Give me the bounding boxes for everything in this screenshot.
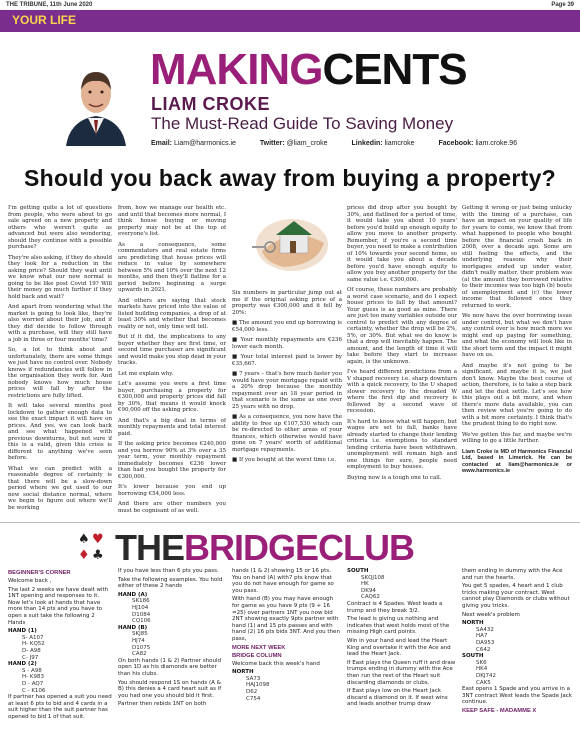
hand-holding: HK4 <box>476 666 488 673</box>
article-paragraph: Let's assume you were a first time buyer, purchasing a property for €300,000 and property prices did fall by 30%, that means it would knock €90,000 off the asking price. <box>118 381 226 413</box>
hand-label: HAND (2) <box>8 661 37 668</box>
bridge-paragraph: Contract is 4 Spades. West leads a trump and they break 3/2. <box>347 600 443 614</box>
bridge-paragraph: If East plays the Queen ruff it and draw trumps ending in dummy with the Ace then run the rest of the Heart suit discarding diamonds or clubs. <box>347 659 456 686</box>
bridge-paragraph: If East plays low on the Heart Jack discard a diamond on it. If west wins and leads another trump draw <box>347 688 448 708</box>
article-paragraph: It will take several months post lockdown to gather enough data to see the exact impact it will have on prices. And yes, we can look back and see what happened with previous downturns, but not sure if this is a valid, given this crisis is different to anything we've seen before. <box>8 403 112 461</box>
section-label: YOUR LIFE <box>12 13 77 27</box>
hand-holding: DKJ742 <box>476 672 496 679</box>
article-paragraph: Getting it wrong or just being unlucky with the timing of a purchase, can have an impact on your quality of life for years to come, we know that from what happened to people who bought before the financial crash back in 2008, over a decade ago. Some are still feeling the effects, and the underlying reasons why their mortgages ended up under water, didn't really matter, their problem was (a) the amount they borrowed relative to their incomes was too high (b) bouts of unemployment and (c) the lower income that followed once they returned to work. <box>462 205 572 309</box>
article-paragraph: What we can predict with a reasonable degree of certainty is that there will be a slow-down period where we get used to our new social distance normal, where we begin to figure out where we'll be working <box>8 465 112 511</box>
article-paragraph: And maybe it's not going to be significant, and maybe it is, we just don't know. Maybe the best course of action, therefore, is to take a step back and let the dust settle. Let's see how this plays out a bit more, and when there's more data available, you can then review what you're going to do with a bit more certainty. I think that's the prudent thing to do right now. <box>462 362 572 427</box>
bridge-column-1 <box>8 568 112 728</box>
bridge-paragraph: East opens 1 Spade and you arrive in a 3NT contract West leads the Spade Jack continue. <box>462 686 572 706</box>
bridge-paragraph: hands (1 & 2) showing 15 or 16 pts. You on hand (A) with7 pts know that you do not have enough for game so you pass. <box>232 568 334 594</box>
hand-holding: C754 <box>246 695 261 702</box>
article-paragraph: ■ Your monthly repayments are €236 lower each month. <box>232 337 342 350</box>
hand-holding: S- A107 <box>22 634 44 641</box>
article-paragraph: from, how we manage our health etc. and until that becomes more normal, I think house buying or moving property may not be at the top of everyone's list. <box>118 205 226 237</box>
bridge-heading: BEGINNER'S CORNER <box>8 570 71 576</box>
article-paragraph: Of course, these numbers are probably a worst case scenario, and do I expect house prices to fall by that amount? Your guess is as good as mine. There are just too many variables outside our control to predict with any degree of certainty, whether the drop will be 2%, 5%, or 30%. But what we do know is that a drop will inevitably happen. The amount, and the length of time it will take before they start to increase again, is the unknown. <box>347 287 457 365</box>
bridge-club-title <box>115 528 414 568</box>
hand-holding: D1084 <box>132 611 151 618</box>
bridge-paragraph: If you have less than 6 pts you pass. <box>118 568 219 574</box>
hand-holding: CQ106 <box>132 618 151 625</box>
article-paragraph: We've gotten this far, and maybe we're willing to go a little further. <box>462 431 572 444</box>
article-paragraph: It's lower because you end up borrowing €54,000 less. <box>118 484 226 497</box>
bridge-paragraph: You should respond 1S on hands (A & B) this denies a 4 card heart suit as if you had one you should bid it first. <box>118 679 222 699</box>
masthead-making: MAKING <box>150 45 323 94</box>
contact-line <box>151 140 573 147</box>
author-bio: Liam Croke is MD of Harmonics Financial Ltd, based in Limerick. He can be contacted at liam@harmonics.ie or www.harmonics.ie <box>462 448 572 474</box>
bridge-paragraph: With hand (B) you may have enough for game as you have 9 pts (9 + 16 =25) over partners 1NT you now bid 2NT showing exactly 9pts partner with hand (1) and 15 pts passes and with hand (2) 16 pts bids 3NT. And you then pass, <box>232 596 340 642</box>
hand-label: SOUTH <box>347 568 369 574</box>
bridge-column-4 <box>347 568 457 728</box>
hand-holding: SA432 <box>476 626 494 633</box>
hand-label: HAND (A) <box>118 591 148 598</box>
bridge-paragraph: The last 2 weeks we have dealt with 1NT opening and responses to it. Now let's look at hands that have more than 14 pts and you have to open a suit take the following 2 Hands <box>8 586 109 626</box>
card-suits-icon <box>78 530 108 562</box>
article-paragraph: And there are other numbers you must be cognisant of as well. <box>118 501 226 514</box>
article-paragraph: ■ If you bought at the worst time i.e. <box>232 457 337 463</box>
hand-holding: SK6 <box>476 659 487 666</box>
article-paragraph: ■ The amount you end up borrowing is €54,000 less. <box>232 320 342 333</box>
bridge-paragraph: If partner has opened a suit you need at least 6 pts to bid and 4 cards in a suit higher than the suit partner has opened to bid 1 of that suit. <box>8 694 112 720</box>
hand-holding: HJ74 <box>132 637 145 644</box>
hand-label: HAND (B) <box>118 624 148 631</box>
article-paragraph: So, a lot to think about and unfortunately, there are some things we just have no control over. Nobody knows if redundancies will follow in the organisation they work for. And nobody knows how much house prices will fall by after the restrictions are fully lifted. <box>8 347 112 399</box>
section-band <box>0 10 580 32</box>
article-headline: Should you back away from buying a property? <box>23 165 557 191</box>
article-paragraph: But if it did, the implications to any buyer whether they are first time, or second time purchaser are significant and would make you stop dead in your tracks. <box>118 334 226 366</box>
article-paragraph: Buying now is a tough one to call. <box>347 474 442 481</box>
bridge-paragraph: Welcome back this week's hand <box>232 660 320 667</box>
article-column-2 <box>118 205 226 520</box>
page-number: Page 39 <box>551 2 574 8</box>
house-keys-photo <box>232 205 342 285</box>
article-paragraph: Six numbers in particular jump out at me if the original asking price of a property was €300,000 and it fell by 20%: <box>232 290 342 316</box>
hand-holding: D62 <box>246 688 258 695</box>
contact-twitter: Twitter: @liam_croke <box>259 140 328 147</box>
hand-holding: DA953 <box>476 639 495 646</box>
tagline: The Must-Read Guide To Saving Money <box>151 114 454 133</box>
article-paragraph: As a consequence, some commentators and real estate firms are predicting that house prices will reduce in value by somewhere between 5% and 10% over the next 12 months, and then they'll flatline for a period before beginning a surge upwards in 2021. <box>118 241 226 293</box>
author-photo <box>62 60 130 146</box>
bridge-paragraph: Take the following examples. You hold either of these 2 hands <box>118 576 223 590</box>
hand-holding: C642 <box>476 646 491 653</box>
hand-holding: SKQJ108 <box>361 574 385 581</box>
hand-holding: H- K983 <box>22 674 44 681</box>
hand-label: NORTH <box>232 669 254 676</box>
author-name: LIAM CROKE <box>151 94 270 114</box>
contact-facebook: Facebook: liam.croke.96 <box>438 140 518 147</box>
article-column-1 <box>8 205 112 520</box>
hand-holding: CAK5 <box>476 679 491 686</box>
section-divider <box>0 522 580 523</box>
svg-text:♥: ♥ <box>92 532 104 547</box>
newspaper-header: THE TRIBUNE, 11th June 2020 <box>6 2 93 8</box>
hand-holding: D - AQ7 <box>22 680 44 687</box>
article-paragraph: ■ 7 years – that's how much faster you would have your mortgage repaid with a 20% drop because the monthly repayment over an 18 year period in that scenario is the same as one over 25 years with no drop. <box>232 371 342 410</box>
bridge-heading: MORE NEXT WEEK <box>232 644 286 651</box>
hand-holding: HA7 <box>476 633 488 640</box>
article-column-4 <box>347 205 457 520</box>
hand-holding: CA82 <box>132 651 147 658</box>
article-paragraph: ■ Your total interest paid is lower by €35,667. <box>232 354 342 367</box>
bridge-paragraph: Next week's problem <box>462 611 520 618</box>
hand-holding: CAQ62 <box>361 594 380 601</box>
bridge-column-3 <box>232 568 342 728</box>
bridge-paragraph: The lead is giving us nothing and indicates that west holds most of the missing High card points. <box>347 616 450 636</box>
article-paragraph: I'm getting quite a lot of questions from people, who were about to go sale agreed on a new property and others who weren't quite as advanced but were also wondering, should they continue with a possible purchase? <box>8 205 112 250</box>
bridge-title-club: BRIDGECLUB <box>184 527 414 568</box>
svg-text:♣: ♣ <box>92 548 104 562</box>
article-paragraph: ■ As a consequence, you now have the ability to free up €107,530 which can be re-directed to other areas of your finances, which otherwise would have gone on 7 years' worth of additional mortgage repayments. <box>232 414 342 453</box>
hand-holding: DK94 <box>361 587 376 594</box>
hand-holding: SKJ85 <box>132 631 148 638</box>
article-paragraph: And others are saying that stock markets have priced into the value of listed building companies, a drop of at least 30% and whether that becomes reality or not, only time will tell. <box>118 297 226 330</box>
bridge-paragraph: Welcome back , <box>8 578 52 584</box>
column-masthead <box>150 45 467 94</box>
bridge-heading: BRIDGE COLUMN <box>232 652 282 659</box>
article-paragraph: And apart from wondering what the market is going to look like, they're also worried about their job, and if they did decide to follow through with a purchase, will they still have a job in three or four months' time? <box>8 304 112 343</box>
hand-holding: D- A98 <box>22 647 41 654</box>
bridge-column-5 <box>462 568 572 728</box>
article-paragraph: Let me explain why. <box>118 370 174 377</box>
hand-holding: SK186 <box>132 598 150 605</box>
contact-email: Email: Liam@harmonics.ie <box>151 140 236 147</box>
article-column-3 <box>232 290 342 520</box>
bridge-heading: KEEP SAFE - MADAMME X <box>462 707 537 714</box>
article-paragraph: They're also asking, if they do should they look for a reduction in the asking price? Should they wait until we know what our new normal is going to be like post Covid 19? Will their money go much further if they hold back and wait? <box>8 254 112 300</box>
hand-holding: HK <box>361 581 369 588</box>
bridge-paragraph: Partner then rebids 1NT on both <box>118 701 207 708</box>
article-paragraph: We now have the over borrowing issue under control, but what we don't have any control over is how much more we might end up paying for something, and what the economy will look like in the short term and the impact it might have on us. <box>462 313 572 358</box>
contact-linkedin: Linkedin: liamcroke <box>351 140 415 147</box>
article-paragraph: I've heard different predictions from a V shaped recovery i.e. sharp downturn with a quick recovery, to the U shaped slower recovery to the dreaded W where the first dip and recovery is followed by a second wave of recession. <box>347 369 457 414</box>
bridge-paragraph: On both hands (1 & 2) Partner should open 1D as his diamonds are better than his clubs. <box>118 657 222 677</box>
svg-text:♦: ♦ <box>78 548 90 562</box>
hand-holding: S - A98 <box>22 667 42 674</box>
bridge-paragraph: them ending in dummy with the Ace and run the hearts. <box>462 568 563 581</box>
article-paragraph: It's hard to know what will happen, but wages are set to fall, banks have already started to change their lending criteria i.e. exemptions to standard lending criteria have been withdrawn, unemployment will remain high and one things for sure, people need employment to buy houses. <box>347 418 457 470</box>
hand-holding: D1075 <box>132 644 151 651</box>
bridge-title-the: THE <box>115 527 184 568</box>
hand-holding: H- KQ52 <box>22 641 45 648</box>
masthead-cents: CENTS <box>322 45 467 94</box>
hand-holding: C - K106 <box>22 687 46 694</box>
article-paragraph: And that's a big deal in terms of monthly repayments and total interest paid. <box>118 417 226 437</box>
article-column-5 <box>462 205 572 520</box>
hand-holding: C- J97 <box>22 654 39 661</box>
bridge-paragraph: Win in your hand and lead the Heart King and overtake it with the Ace and lead the Heart Jack. <box>347 637 451 658</box>
hand-label: NORTH <box>462 620 484 627</box>
hand-holding: SA73 <box>246 675 261 682</box>
hand-label: HAND (1) <box>8 628 37 635</box>
bridge-column-2 <box>118 568 226 728</box>
article-paragraph: prices did drop after you bought by 30%, and flatlined for a period of time, it would take you about 10 years' before you'd build up enough equity to allow you move to another property. Remember, if you're a second time buyer, you need to make a contribution of 10% towards your second home, so it would take you about a decade before you'd have enough equity to allow you buy another property for the same value i.e. €300,000. <box>347 205 457 283</box>
hand-label: SOUTH <box>462 653 484 660</box>
hand-holding: HAJ1098 <box>246 682 270 689</box>
svg-text:♠: ♠ <box>78 532 90 547</box>
article-paragraph: If the asking price becomes €240,000 and you borrow 90% at 3% over a 35 year term, your monthly repayment immediately becomes €236 lower than had you bought the property for €300,000. <box>118 441 226 480</box>
hand-holding: HJ104 <box>132 604 149 611</box>
bridge-paragraph: You get 5 spades, 4 heart and 1 club tricks making your contract. West cannot play Diamonds or clubs without giving you tricks. <box>462 583 570 609</box>
